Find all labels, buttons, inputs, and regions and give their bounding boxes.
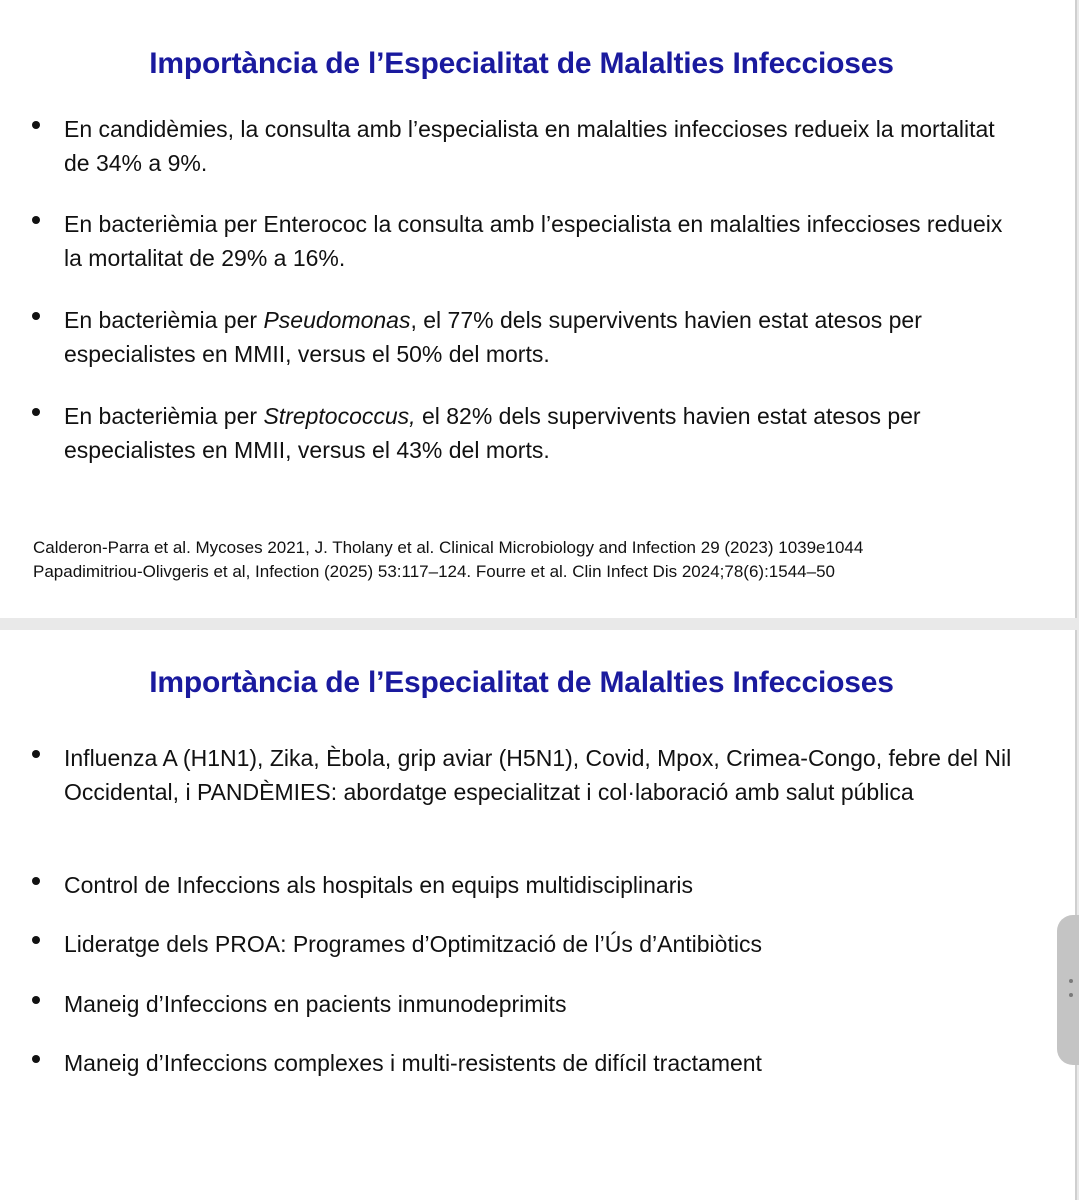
bullet-text: En bacterièmia per Streptococcus, el 82% dels supervivents havien estat atesos per especialistes en MMII, versus el 43% del morts. bbox=[64, 403, 921, 463]
bullet-text: Control de Infeccions als hospitals en equips multidisciplinaris bbox=[64, 872, 693, 898]
bullet-text: Maneig d’Infeccions complexes i multi-resistents de difícil tractament bbox=[64, 1050, 762, 1076]
bullet-dot-icon bbox=[32, 936, 40, 944]
references bbox=[33, 536, 1063, 584]
bullet-dot-icon bbox=[32, 312, 40, 320]
bullet-text: Influenza A (H1N1), Zika, Èbola, grip aviar (H5N1), Covid, Mpox, Crimea-Congo, febre del Nil Occidental, i PANDÈMIES: abordatge especialitzat i col·laboració amb salut pública bbox=[64, 745, 1012, 805]
bullet-dot-icon bbox=[32, 750, 40, 758]
reference-line: Papadimitriou-Olivgeris et al, Infection (2025) 53:117–124. Fourre et al. Clin Infect Dis 2024;78(6):1544–50 bbox=[33, 562, 835, 581]
bullet-dot-icon bbox=[32, 996, 40, 1004]
bullet-text: En candidèmies, la consulta amb l’especialista en malalties infeccioses redueix la mortalitat de 34% a 9%. bbox=[64, 116, 995, 176]
bullet-dot-icon bbox=[32, 1055, 40, 1063]
bullet-text: Lideratge dels PROA: Programes d’Optimització de l’Ús d’Antibiòtics bbox=[64, 931, 762, 957]
bullet-text: Maneig d’Infeccions en pacients inmunodeprimits bbox=[64, 991, 567, 1017]
organism-name: Pseudomonas bbox=[263, 307, 411, 333]
reference-line: Calderon-Parra et al. Mycoses 2021, J. Tholany et al. Clinical Microbiology and Infection 29 (2023) 1039e1044 bbox=[33, 538, 864, 557]
slide-2-title: Importància de l’Especialitat de Malalties Infeccioses bbox=[149, 666, 894, 699]
bullet-text: En bacterièmia per Pseudomonas, el 77% dels supervivents havien estat atesos per especialistes en MMII, versus el 50% del morts. bbox=[64, 307, 922, 367]
bullet-dot-icon bbox=[32, 216, 40, 224]
bullet-dot-icon bbox=[32, 408, 40, 416]
scroll-handle-icon[interactable] bbox=[1057, 915, 1079, 1065]
slide-1-title: Importància de l’Especialitat de Malalties Infeccioses bbox=[149, 47, 894, 80]
grip-dot-icon bbox=[1069, 993, 1073, 997]
organism-name: Streptococcus, bbox=[263, 403, 416, 429]
grip-dot-icon bbox=[1069, 979, 1073, 983]
bullet-text: En bacterièmia per Enterococ la consulta amb l’especialista en malalties infeccioses redueix la mortalitat de 29% a 16%. bbox=[64, 211, 1003, 271]
bullet-dot-icon bbox=[32, 121, 40, 129]
slide-page-2 bbox=[0, 630, 1077, 1200]
bullet-dot-icon bbox=[32, 877, 40, 885]
